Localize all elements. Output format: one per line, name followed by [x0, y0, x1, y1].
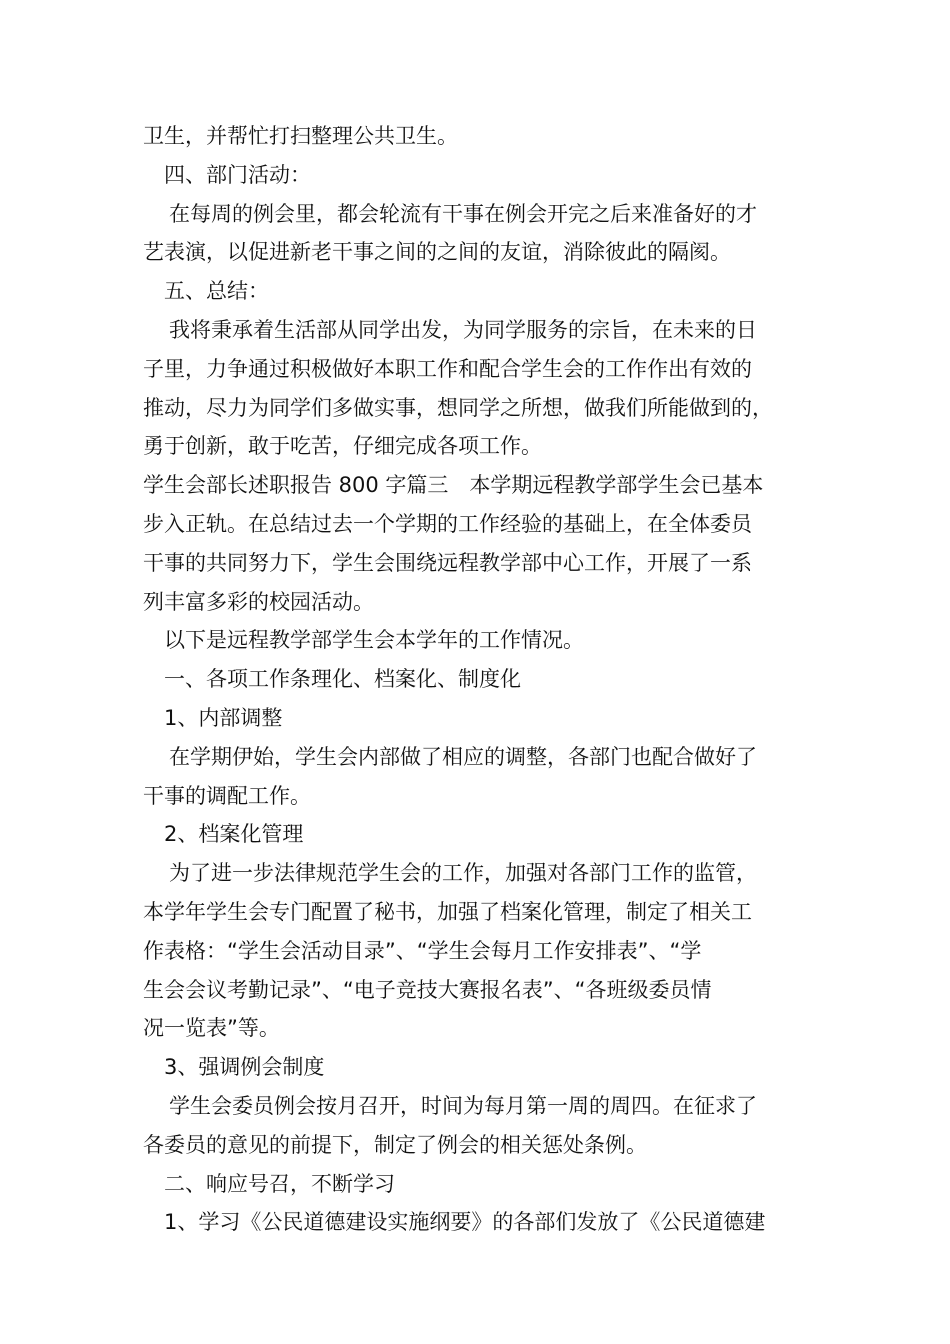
text-line: 学生会委员例会按月召开，时间为每月第一周的周四。在征求了: [169, 1093, 757, 1118]
subsection-heading: 2、档案化管理: [164, 822, 304, 847]
text-line: 为了进一步法律规范学生会的工作，加强对各部门工作的监管，: [169, 861, 757, 886]
text-line: 卫生，并帮忙打扫整理公共卫生。: [143, 124, 458, 148]
section-heading: 二、响应号召，不断学习: [164, 1171, 395, 1196]
section-heading: 一、各项工作条理化、档案化、制度化: [164, 667, 521, 692]
text-line: 作表格：“学生会活动目录”、“学生会每月工作安排表”、“学: [143, 938, 702, 963]
text-line: 在学期伊始，学生会内部做了相应的调整，各部门也配合做好了: [169, 744, 757, 769]
text-line: 勇于创新，敢于吃苦，仔细完成各项工作。: [143, 434, 542, 459]
text-line: 在每周的例会里，都会轮流有干事在例会开完之后来准备好的才: [169, 201, 757, 226]
text-line: 推动，尽力为同学们多做实事，想同学之所想，做我们所能做到的，: [143, 395, 773, 420]
text-line: 生会会议考勤记录”、“电子竞技大赛报名表”、“各班级委员情: [143, 977, 712, 1002]
subsection-heading: 3、强调例会制度: [164, 1055, 325, 1080]
text-line: 各委员的意见的前提下，制定了例会的相关惩处条例。: [143, 1132, 647, 1157]
text-line: 本学年学生会专门配置了秘书，加强了档案化管理，制定了相关工: [143, 899, 752, 924]
text-line: 步入正轨。在总结过去一个学期的工作经验的基础上，在全体委员: [143, 511, 752, 536]
document-body: [143, 117, 823, 1242]
text-line: 艺表演，以促进新老干事之间的之间的友谊，消除彼此的隔阂。: [143, 240, 731, 265]
text-line: 干事的共同努力下，学生会围绕远程教学部中心工作，开展了一系: [143, 550, 752, 575]
text-line: 学生会部长述职报告 800 字篇三 本学期远程教学部学生会已基本: [143, 473, 764, 498]
text-line: 我将秉承着生活部从同学出发，为同学服务的宗旨，在未来的日: [169, 317, 757, 342]
text-line: 以下是远程教学部学生会本学年的工作情况。: [164, 628, 584, 653]
subsection-heading: 1、学习《公民道德建设实施纲要》的各部们发放了《公民道德建: [164, 1210, 766, 1235]
text-line: 干事的调配工作。: [143, 783, 311, 808]
section-heading: 四、部门活动：: [164, 162, 311, 187]
text-line: 况一览表”等。: [143, 1016, 280, 1041]
section-heading: 五、总结：: [164, 279, 269, 304]
subsection-heading: 1、内部调整: [164, 705, 283, 730]
text-line: 列丰富多彩的校园活动。: [143, 589, 374, 614]
text-line: 子里，力争通过积极做好本职工作和配合学生会的工作作出有效的: [143, 356, 752, 381]
